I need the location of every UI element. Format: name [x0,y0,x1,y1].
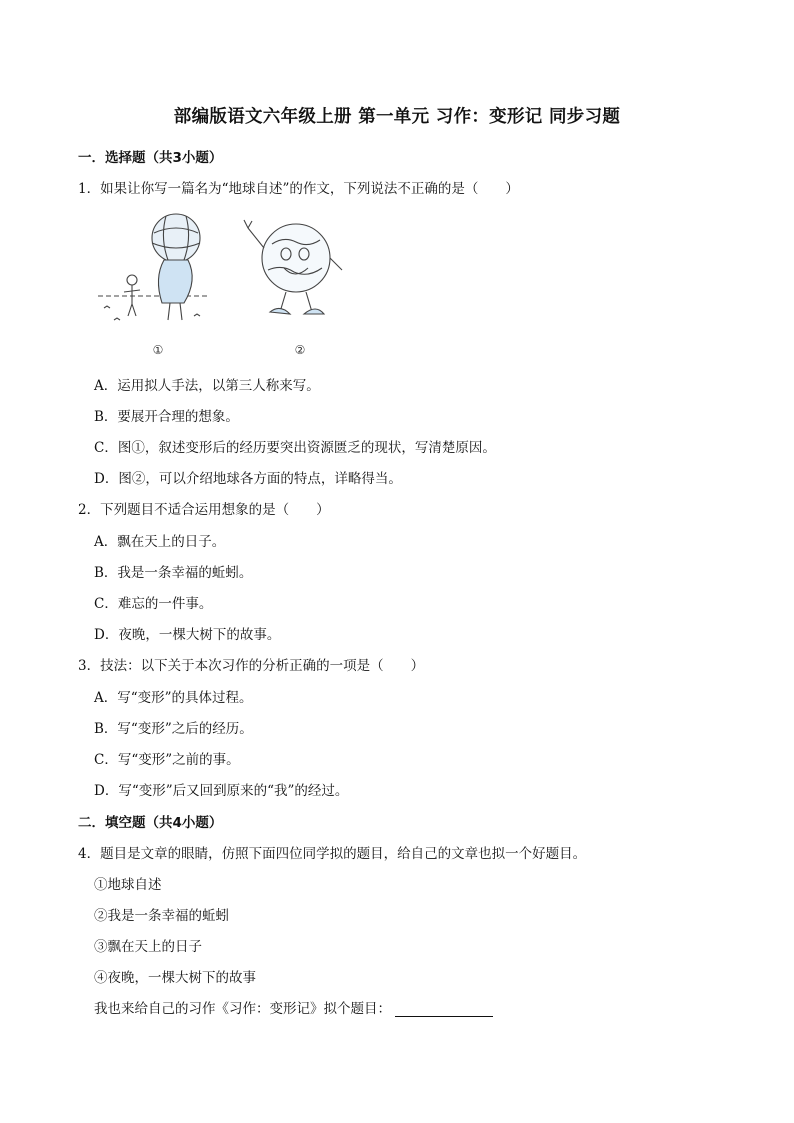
q4-example-1: ①地球自述 [94,877,162,893]
q4-example-2: ②我是一条幸福的蚯蚓 [94,908,229,924]
q4-answer-line [94,997,493,1017]
q3-option-b[interactable]: B．写“变形”之后的经历。 [94,721,253,737]
section-heading-fill: 二．填空题（共4小题） [78,815,223,831]
page-title: 部编版语文六年级上册 第一单元 习作：变形记 同步习题 [173,107,621,127]
question-2-stem: 2．下列题目不适合运用想象的是（ ） [78,502,330,518]
section-heading-choice: 一．选择题（共3小题） [78,150,223,166]
question-1-figure [94,208,354,358]
q2-option-d[interactable]: D．夜晚，一棵大树下的故事。 [94,627,281,643]
q1-option-c[interactable]: C．图①，叙述变形后的经历要突出资源匮乏的现状，写清楚原因。 [94,440,496,456]
q2-option-b[interactable]: B．我是一条幸福的蚯蚓。 [94,565,253,581]
q2-option-a[interactable]: A．飘在天上的日子。 [94,534,226,550]
question-1-stem: 1．如果让你写一篇名为“地球自述”的作文，下列说法不正确的是（ ） [78,181,519,197]
question-3-stem: 3．技法：以下关于本次习作的分析正确的一项是（ ） [78,658,425,674]
q1-option-d[interactable]: D．图②，可以介绍地球各方面的特点，详略得当。 [94,471,402,487]
question-4-stem: 4．题目是文章的眼睛，仿照下面四位同学拟的题目，给自己的文章也拟一个好题目。 [78,846,587,862]
q4-answer-blank[interactable] [395,1002,493,1017]
q2-option-c[interactable]: C．难忘的一件事。 [94,596,213,612]
q3-option-c[interactable]: C．写“变形”之前的事。 [94,752,240,768]
q4-example-3: ③飘在天上的日子 [94,939,202,955]
earth-illustrations [94,208,354,358]
q3-option-a[interactable]: A．写“变形”的具体过程。 [94,690,253,706]
q1-option-a[interactable]: A．运用拟人手法，以第三人称来写。 [94,378,320,394]
q1-option-b[interactable]: B．要展开合理的想象。 [94,409,239,425]
q4-example-4: ④夜晚，一棵大树下的故事 [94,970,256,986]
figure-label-1: ① [152,343,164,357]
figure-label-2: ② [294,343,306,357]
illustration-1 [98,214,210,320]
q3-option-d[interactable]: D．写“变形”后又回到原来的“我”的经过。 [94,783,349,799]
q4-prompt: 我也来给自己的习作《习作：变形记》拟个题目： [94,1001,391,1017]
illustration-2 [244,220,342,314]
